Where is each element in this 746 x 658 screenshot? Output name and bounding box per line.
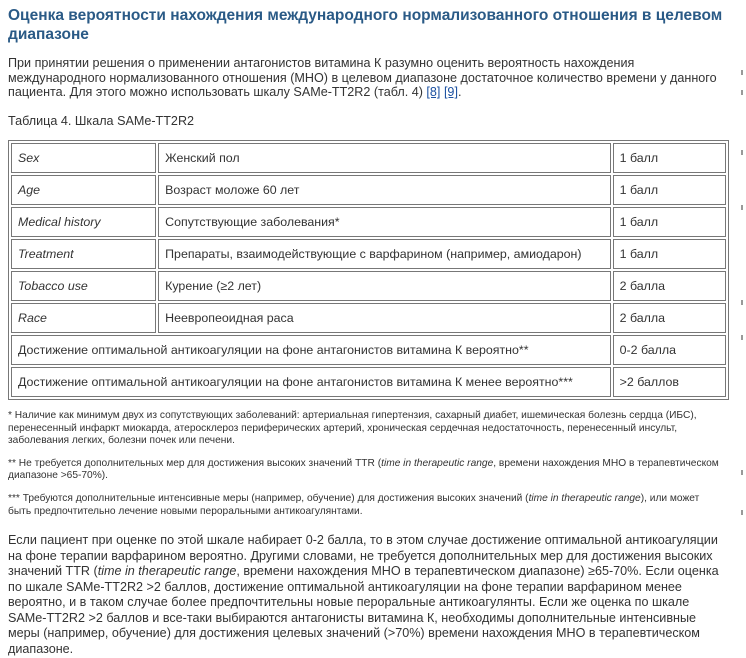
table-row [11,175,726,205]
scrollbar[interactable] [738,0,746,658]
summary-points: 0-2 балла [613,335,726,365]
criterion-description: Сопутствующие заболевания* [158,207,610,237]
criterion-key: Sex [11,143,156,173]
criterion-description: Неевропеоидная раса [158,303,610,333]
reference-link-9[interactable]: [9] [443,85,458,100]
summary-description: Достижение оптимальной антикоагуляции на фоне антагонистов витамина К менее вероятно*** [11,367,611,397]
summary-description: Достижение оптимальной антикоагуляции на фоне антагонистов витамина К вероятно** [11,335,611,365]
same-tt2r2-table [8,140,729,400]
criterion-description: Возраст моложе 60 лет [158,175,610,205]
table-row [11,143,726,173]
summary-points: >2 баллов [613,367,726,397]
conclusion-paragraph: Если пациент при оценке по этой шкале набирает 0-2 балла, то в этом случае достижение оптимальной антикоагуляции на фоне терапии варфарином вероятно. Другими словами, не требуется дополнительных мер для достижения высоких значений TTR (time in therapeutic range, времени нахождения МНО в терапевтическом диапазоне) ≥65-70%. Если оценка по шкале SAMe-TT2R2 >2 баллов, достижение оптимальной антикоагуляции на фоне терапии варфарином менее вероятно, и в таком случае более предпочтительны новые пероральные антикоагулянты. Если же оценка по шкале SAMe-TT2R2 >2 баллов и все-таки выбираются антагонисты витамина К, необходимы дополнительные интенсивные меры (например, обучение) для достижения целевых значений (>70%) времени нахождения МНО в терапевтическом диапазоне. [8,533,719,656]
table-row [11,207,726,237]
section-heading: Оценка вероятности нахождения международного нормализованного отношения в целевом диапазоне [8,7,723,43]
footnote-2: ** Не требуется дополнительных мер для достижения высоких значений TTR (time in therapeutic range, времени нахождения МНО в терапевтическом диапазоне >65-70%). [8,457,719,482]
criterion-key: Medical history [11,207,156,237]
criterion-key: Race [11,303,156,333]
criterion-points: 1 балл [613,239,726,269]
table-row [11,271,726,301]
summary-row [11,367,726,397]
intro-text: При принятии решения о применении антагонистов витамина К разумно оценить вероятность нахождения международного нормализованного отношения (МНО) в целевом диапазоне достаточное количество времени у данного пациента. Для этого можно использовать шкалу SAMe-TT2R2 (табл. 4) [8,56,717,100]
footnote-3: *** Требуются дополнительные интенсивные меры (например, обучение) для достижения высоких значений (time in therapeutic range), или может быть предпочтительно лечение новыми пероральными антикоагулянтами. [8,492,700,517]
criterion-points: 2 балла [613,271,726,301]
criterion-points: 1 балл [613,175,726,205]
summary-row [11,335,726,365]
table-caption: Таблица 4. Шкала SAMe-TT2R2 [8,114,195,128]
criterion-description: Курение (≥2 лет) [158,271,610,301]
criterion-description: Препараты, взаимодействующие с варфарином (например, амиодарон) [158,239,610,269]
criterion-description: Женский пол [158,143,610,173]
footnote-1: * Наличие как минимум двух из сопутствующих заболеваний: артериальная гипертензия, сахарный диабет, ишемическая болезнь сердца (ИБС), перенесенный инфаркт миокарда, атеросклероз периферических артерий, хроническая сердечная недостаточность, перенесенный инсульт, заболевания легких, болезни почек или печени. [8,410,697,447]
criterion-key: Age [11,175,156,205]
intro-paragraph: При принятии решения о применении антагонистов витамина К разумно оценить вероятность нахождения международного нормализованного отношения (МНО) в целевом диапазоне достаточное количество времени у данного пациента. Для этого можно использовать шкалу SAMe-TT2R2 (табл. 4) [8] [9]. [8,56,717,100]
table-row [11,239,726,269]
criterion-points: 2 балла [613,303,726,333]
criterion-key: Tobacco use [11,271,156,301]
criterion-points: 1 балл [613,207,726,237]
criterion-key: Treatment [11,239,156,269]
criterion-points: 1 балл [613,143,726,173]
table-footnotes [8,410,724,528]
table-row [11,303,726,333]
reference-link-8[interactable]: [8] [426,85,441,100]
